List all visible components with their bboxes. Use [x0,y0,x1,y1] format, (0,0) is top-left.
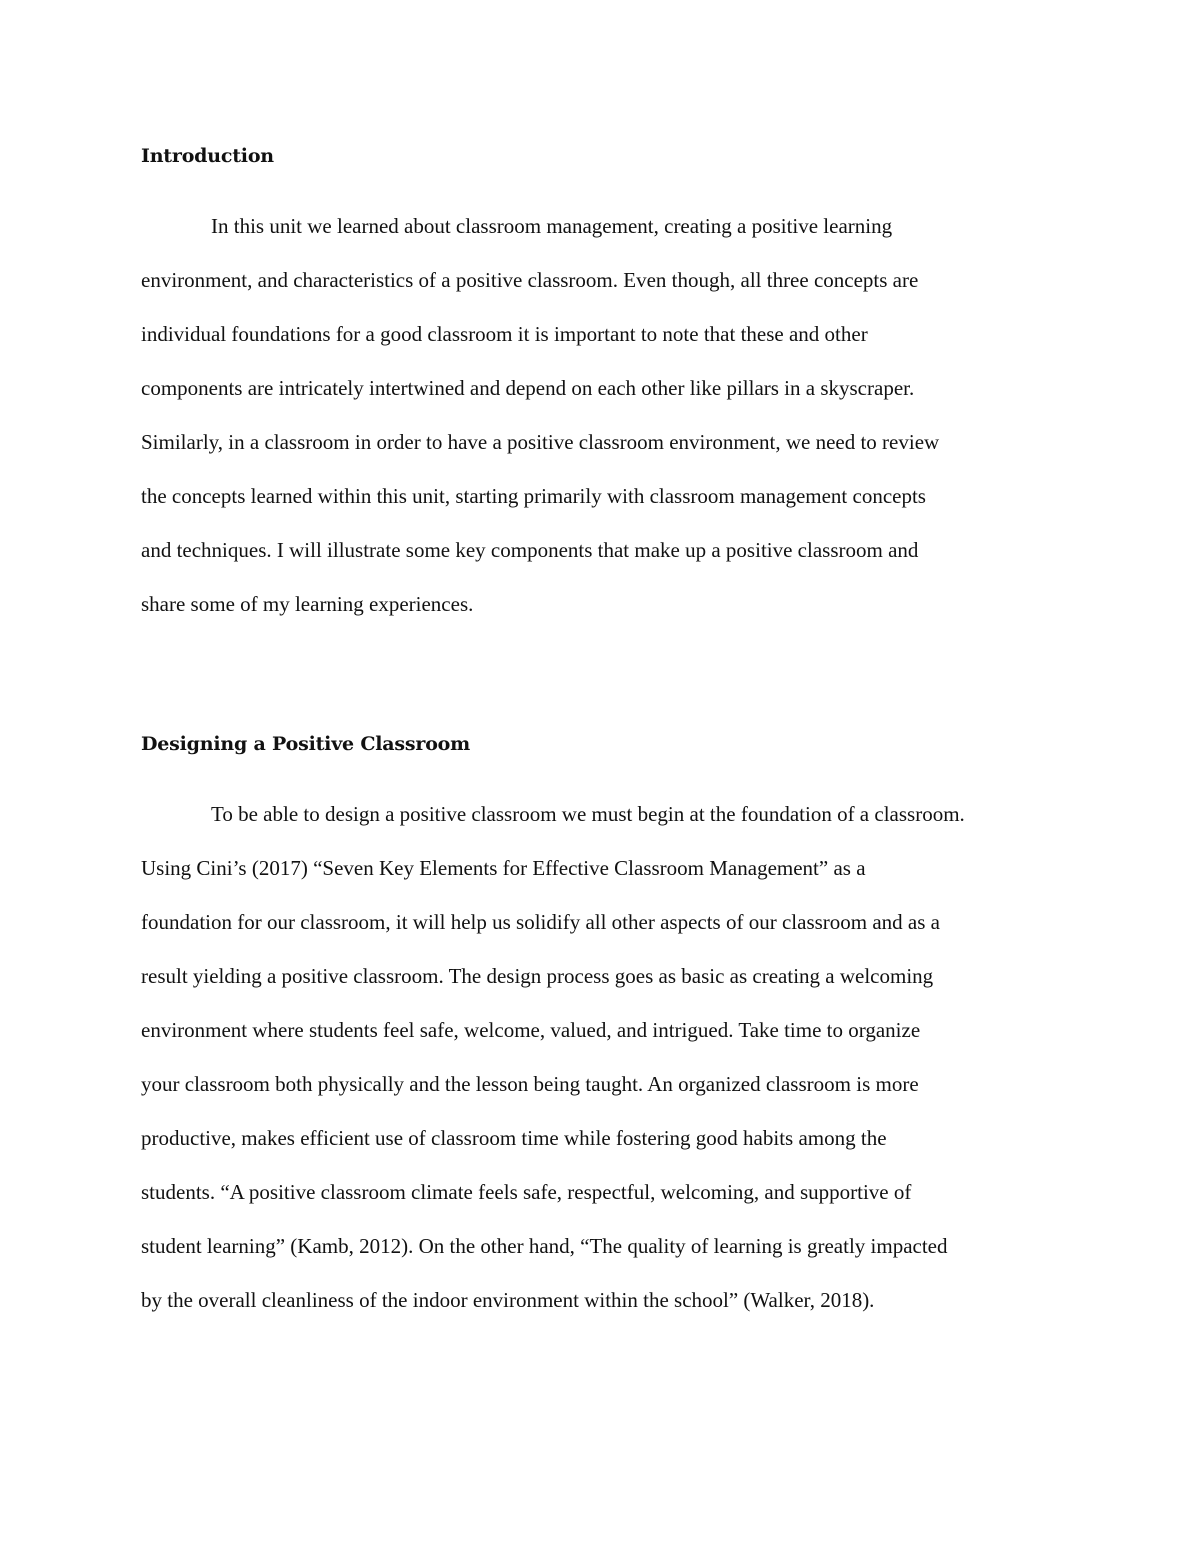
paragraph-line: student learning” (Kamb, 2012). On the other hand, “The quality of learning is greatly impacted [141,1234,948,1258]
paragraph-line: students. “A positive classroom climate feels safe, respectful, welcoming, and supportive of [141,1180,912,1204]
paragraph-line: and techniques. I will illustrate some key components that make up a positive classroom and [141,538,919,562]
paragraph-line: your classroom both physically and the lesson being taught. An organized classroom is more [141,1072,919,1096]
paragraph-line: In this unit we learned about classroom management, creating a positive learning [211,214,893,238]
paragraph-line: the concepts learned within this unit, starting primarily with classroom management concepts [141,484,926,508]
paragraph-line: result yielding a positive classroom. The design process goes as basic as creating a welcoming [141,964,934,988]
paragraph-line: environment, and characteristics of a positive classroom. Even though, all three concepts are [141,268,919,292]
paragraph-line: by the overall cleanliness of the indoor environment within the school” (Walker, 2018). [141,1288,875,1312]
paragraph-line: To be able to design a positive classroom we must begin at the foundation of a classroom. [211,802,965,826]
paragraph-line: Similarly, in a classroom in order to have a positive classroom environment, we need to review [141,430,940,454]
paragraph-line: foundation for our classroom, it will help us solidify all other aspects of our classroom and as a [141,910,940,934]
paragraph-line: share some of my learning experiences. [141,592,474,616]
paragraph-line: individual foundations for a good classroom it is important to note that these and other [141,322,868,346]
paragraph-line: productive, makes efficient use of classroom time while fostering good habits among the [141,1126,887,1150]
paragraph-line: components are intricately intertwined and depend on each other like pillars in a skyscraper. [141,376,915,400]
section-heading-introduction: Introduction [141,145,274,167]
paragraph-line: environment where students feel safe, welcome, valued, and intrigued. Take time to organize [141,1018,921,1042]
section-heading-designing: Designing a Positive Classroom [141,733,471,755]
paragraph-line: Using Cini’s (2017) “Seven Key Elements for Effective Classroom Management” as a [141,856,866,880]
